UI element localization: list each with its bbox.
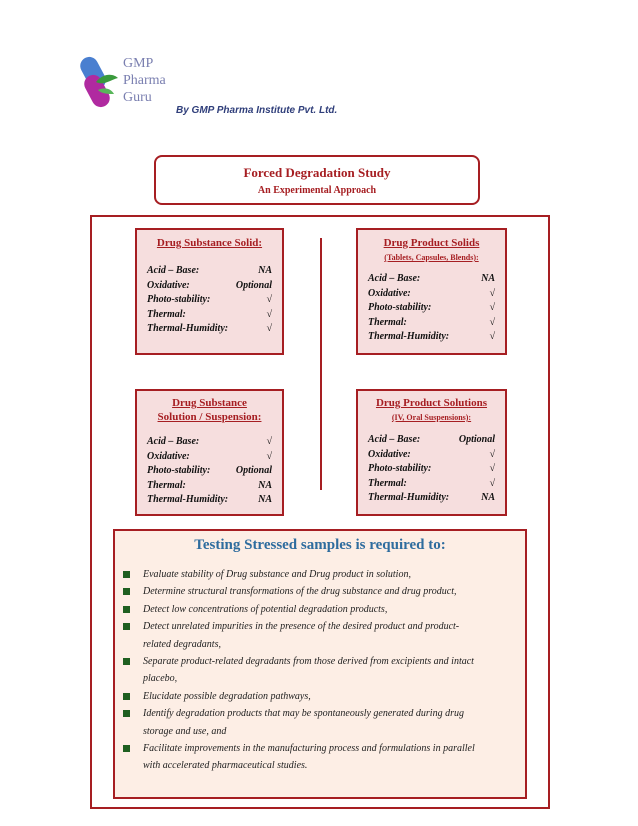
card-row (147, 264, 272, 279)
card-title: Drug Substance Solid: (156, 237, 263, 249)
square-bullet-icon (123, 745, 130, 752)
list-item-text: Determine structural transformations of the drug substance and drug product, (143, 586, 457, 598)
card-row (368, 433, 495, 448)
row-value: √ (489, 316, 495, 328)
row-label: Oxidative: (147, 279, 190, 291)
card-row (368, 477, 495, 492)
card-row (147, 322, 272, 337)
card-row (368, 272, 495, 287)
logo-line-3: Guru (123, 90, 152, 105)
logo-text (123, 55, 166, 106)
row-label: Thermal-Humidity: (147, 494, 229, 506)
card-drug-substance-solution (135, 389, 284, 516)
list-item-text-cont: with accelerated pharmaceutical studies. (143, 760, 308, 772)
list-item (123, 583, 517, 600)
card-rows (368, 433, 495, 506)
card-row (147, 479, 272, 494)
logo-line-1: GMP (123, 56, 154, 71)
list-item-text: Identify degradation products that may be spontaneously generated during drug (143, 708, 464, 720)
card-title-line-1: Drug Substance (172, 397, 247, 409)
card-row (368, 448, 495, 463)
list-item (123, 566, 517, 583)
logo-line-2: Pharma (123, 73, 166, 88)
list-item (123, 653, 517, 688)
list-item-text-cont: storage and use, and (143, 725, 227, 737)
square-bullet-icon (123, 658, 130, 665)
center-divider (320, 238, 322, 490)
list-item-text: Evaluate stability of Drug substance and Drug product in solution, (143, 569, 411, 580)
row-label: Photo-stability: (368, 302, 432, 314)
row-value: NA (258, 479, 272, 491)
row-value: NA (481, 492, 495, 504)
card-row (147, 279, 272, 294)
list-item-text: Facilitate improvements in the manufacturing process and formulations in parallel (143, 743, 475, 755)
row-value: Optional (458, 434, 495, 445)
row-label: Thermal: (368, 477, 407, 489)
card-subtitle: (IV, Oral Suspensions): (391, 413, 472, 422)
row-value: √ (489, 448, 495, 460)
square-bullet-icon (123, 623, 130, 630)
title-box (154, 155, 480, 205)
row-value: √ (489, 302, 495, 314)
card-row (368, 316, 495, 331)
row-value: √ (489, 477, 495, 489)
row-value: √ (266, 308, 272, 320)
list-item-text-cont: related degradants, (143, 638, 221, 650)
card-row (368, 330, 495, 345)
row-label: Photo-stability: (147, 465, 211, 477)
row-value: √ (266, 436, 272, 447)
list-item-text: Elucidate possible degradation pathways, (143, 690, 311, 702)
row-label: Acid – Base: (368, 434, 421, 445)
card-row (147, 464, 272, 479)
card-rows (147, 264, 272, 337)
square-bullet-icon (123, 588, 130, 595)
row-value: √ (266, 294, 272, 306)
row-label: Thermal-Humidity: (368, 331, 450, 343)
row-label: Acid – Base: (368, 273, 421, 284)
list-item (123, 618, 517, 653)
card-row (147, 435, 272, 450)
list-item-text: Detect low concentrations of potential degradation products, (143, 603, 388, 615)
row-label: Oxidative: (368, 448, 411, 460)
byline: By GMP Pharma Institute Pvt. Ltd. (176, 105, 338, 116)
card-rows (368, 272, 495, 345)
row-value: NA (258, 494, 272, 506)
square-bullet-icon (123, 571, 130, 578)
card-row (368, 287, 495, 302)
row-label: Acid – Base: (147, 265, 200, 276)
testing-list (123, 566, 517, 775)
card-drug-product-solids (356, 228, 507, 355)
row-label: Thermal: (368, 316, 407, 328)
row-value: Optional (235, 279, 272, 291)
card-row (147, 308, 272, 323)
row-value: Optional (235, 465, 272, 477)
row-value: NA (481, 273, 495, 284)
row-value: √ (266, 450, 272, 462)
square-bullet-icon (123, 606, 130, 613)
page-subtitle: An Experimental Approach (257, 185, 377, 196)
list-item (123, 688, 517, 705)
card-title-line-2: Solution / Suspension: (157, 411, 262, 423)
card-row (147, 450, 272, 465)
row-value: √ (489, 331, 495, 343)
row-label: Thermal: (147, 479, 186, 491)
card-title: Drug Product Solutions (375, 397, 488, 409)
row-value: NA (258, 265, 272, 276)
card-rows (147, 435, 272, 508)
square-bullet-icon (123, 693, 130, 700)
card-row (147, 493, 272, 508)
list-item (123, 601, 517, 618)
square-bullet-icon (123, 710, 130, 717)
testing-panel (113, 529, 527, 799)
card-row (147, 293, 272, 308)
card-drug-substance-solid (135, 228, 284, 355)
row-label: Photo-stability: (368, 463, 432, 475)
list-item (123, 705, 517, 740)
row-value: √ (489, 463, 495, 475)
row-label: Oxidative: (368, 287, 411, 299)
card-drug-product-solutions (356, 389, 507, 516)
list-item (123, 740, 517, 775)
card-row (368, 462, 495, 477)
row-value: √ (489, 287, 495, 299)
row-label: Oxidative: (147, 450, 190, 462)
list-item-text-cont: placebo, (143, 673, 178, 685)
row-label: Acid – Base: (147, 436, 200, 447)
page-title: Forced Degradation Study (243, 165, 391, 180)
row-label: Photo-stability: (147, 294, 211, 306)
card-subtitle: (Tablets, Capsules, Blends): (384, 253, 479, 262)
list-item-text: Detect unrelated impurities in the presence of the desired product and product- (143, 621, 460, 633)
row-label: Thermal: (147, 308, 186, 320)
card-row (368, 491, 495, 506)
card-row (368, 301, 495, 316)
row-value: √ (266, 323, 272, 335)
testing-title: Testing Stressed samples is required to: (194, 537, 446, 553)
row-label: Thermal-Humidity: (147, 323, 229, 335)
list-item-text: Separate product-related degradants from those derived from excipients and intact (143, 656, 474, 668)
row-label: Thermal-Humidity: (368, 492, 450, 504)
card-title: Drug Product Solids (383, 237, 480, 249)
